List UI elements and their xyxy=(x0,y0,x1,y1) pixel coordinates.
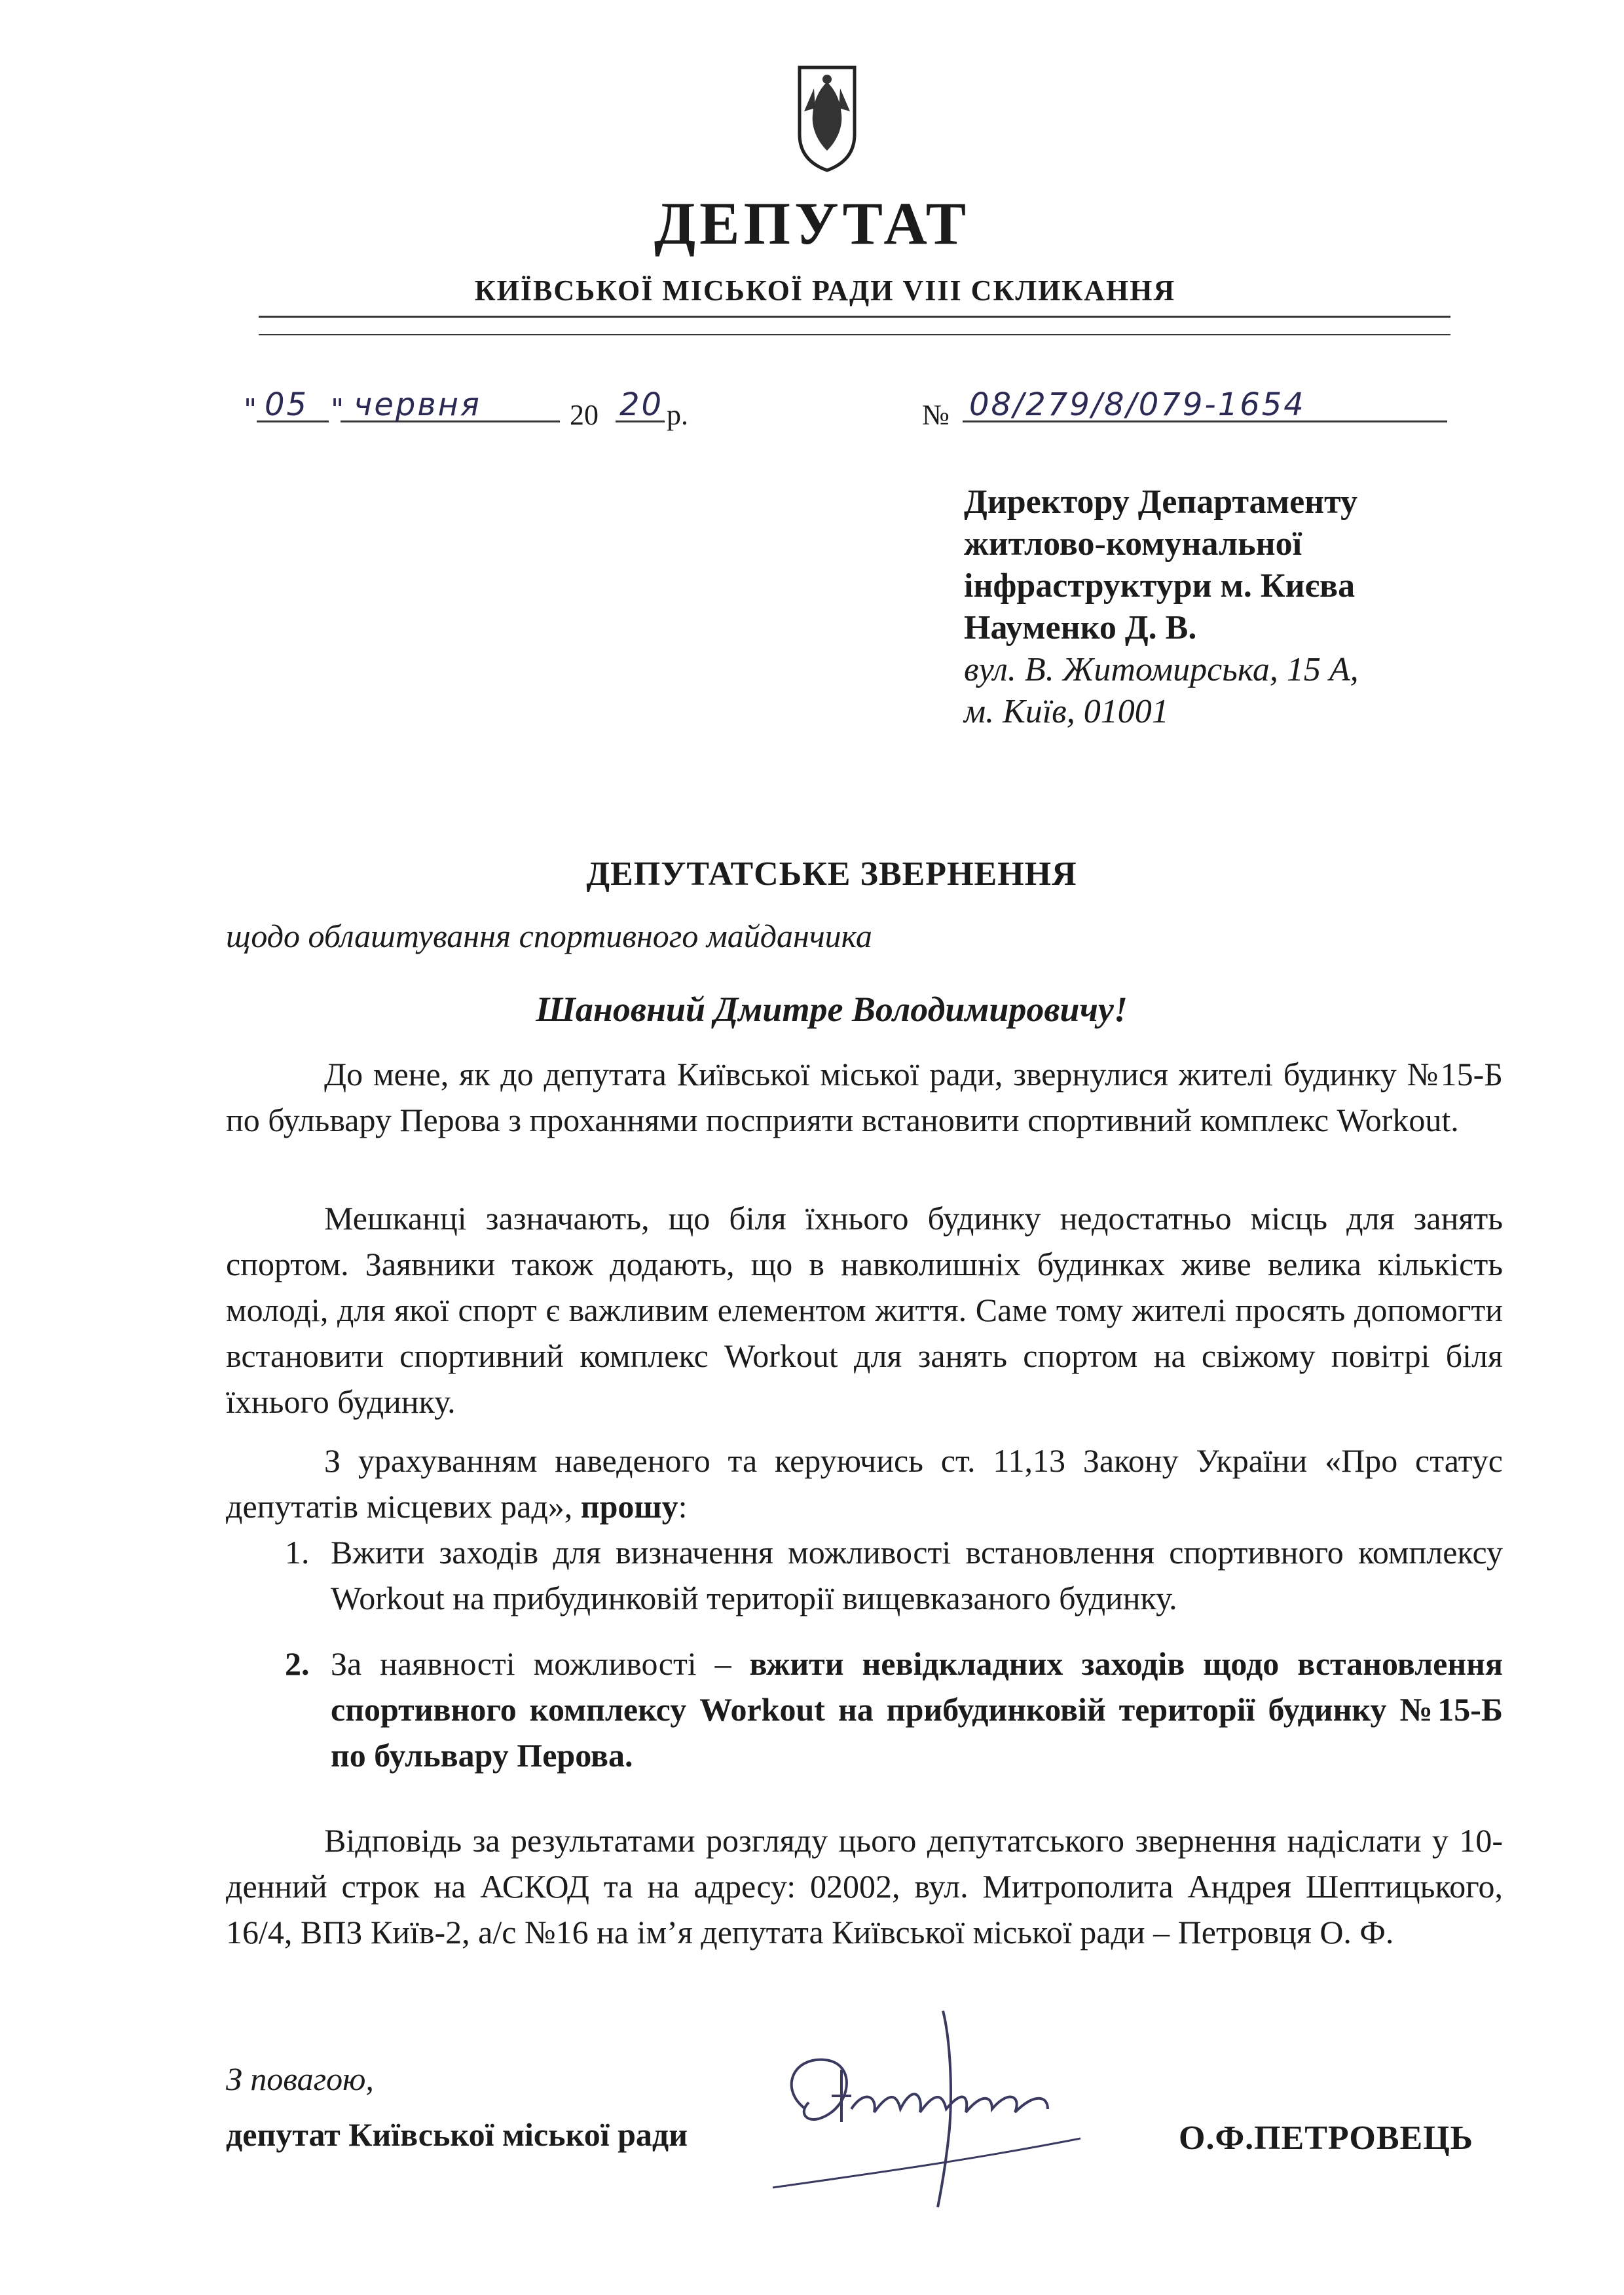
request-item xyxy=(226,1641,1503,1778)
response-paragraph: Відповідь за результатами розгляду цього депутатського звернення надіслати у 10-денний строк на АСКОД та на адресу: 02002, вул. Митрополита Андрея Шептицького, 16/4, ВПЗ Київ-2, а/с №16 на ім’я депутата Київської міської ради – Петровця О. Ф. xyxy=(226,1822,1503,1950)
appeal-title: ДЕПУТАТСЬКЕ ЗВЕРНЕННЯ xyxy=(586,855,1077,893)
request-item-text: Вжити заходів для визначення можливості встановлення спортивного комплексу Workout на прибудинковій території вищевказаного будинку. xyxy=(331,1534,1503,1616)
page-subtitle: КИЇВСЬКОЇ МІСЬКОЇ РАДИ VIII СКЛИКАННЯ xyxy=(474,274,1176,307)
addressee-street: вул. В. Житомирська, 15 А, xyxy=(964,651,1359,688)
page-title: ДЕПУТАТ xyxy=(654,190,970,257)
date-year-prefix: 20 xyxy=(570,399,599,431)
body-paragraph: Мешканці зазначають, що біля їхнього будинку недостатньо місць для занять спортом. Заявники також додають, що в навколишніх будинках живе велика кількість молоді, для якої спорт є важливим елементом життя. Саме тому жителі просять допомогти встановити спортивний комплекс Workout для занять спортом на свіжому повітрі біля їхнього будинку. xyxy=(226,1200,1503,1420)
document-number-field xyxy=(963,386,1447,422)
signer-name: О.Ф.ПЕТРОВЕЦЬ xyxy=(1179,2119,1474,2157)
addressee-name: Науменко Д. В. xyxy=(964,609,1197,646)
document-number: 08/279/8/079-1654 xyxy=(969,386,1306,423)
date-year: 20 xyxy=(619,386,664,423)
date-quote-open: " xyxy=(244,393,259,426)
closing-regards: З повагою, xyxy=(226,2061,374,2097)
date-year-field xyxy=(616,386,665,422)
request-item-text xyxy=(331,1641,1503,1778)
salutation: Шановний Дмитре Володимировичу! xyxy=(536,990,1128,1029)
date-year-suffix: р. xyxy=(667,399,688,431)
date-month-field xyxy=(341,386,560,422)
body-paragraph: До мене, як до депутата Київської міської ради, звернулися жителі будинку №15-Б по бульвару Перова з проханнями посприяти встановити спортивний комплекс Workout. xyxy=(226,1056,1503,1138)
paragraph-text: З урахуванням наведеного та керуючись ст. 11,13 Закону України «Про статус депутатів місцевих рад», xyxy=(226,1442,1503,1525)
request-item-number: 1. xyxy=(285,1534,310,1571)
date-quote-close: " xyxy=(331,393,346,426)
appeal-subject: щодо облаштування спортивного майданчика xyxy=(226,918,872,954)
date-day-field xyxy=(257,386,329,422)
header-divider-thin xyxy=(259,334,1450,335)
addressee-city: м. Київ, 01001 xyxy=(964,693,1169,730)
addressee-line: інфраструктури м. Києва xyxy=(964,567,1356,605)
request-item-emphasis: вжити невідкладних заходів щодо встановлення спортивного комплексу Workout на прибудинковій території будинку №15-Б по бульвару Перова. xyxy=(331,1645,1503,1774)
addressee-line: Директору Департаменту xyxy=(964,483,1357,521)
body-paragraph xyxy=(226,1438,1503,1529)
paragraph-punctuation: : xyxy=(678,1488,688,1525)
request-word: прошу xyxy=(580,1488,678,1525)
request-item-number: 2. xyxy=(285,1645,310,1682)
request-item xyxy=(226,1529,1503,1621)
addressee-line: житлово-комунальної xyxy=(964,525,1302,563)
date-month: червня xyxy=(354,386,481,423)
header-divider xyxy=(259,316,1450,318)
number-sign: № xyxy=(922,399,950,431)
handwritten-signature xyxy=(766,1998,1159,2214)
request-item-lead: За наявності можливості – xyxy=(331,1645,750,1682)
kyiv-coat-of-arms-icon xyxy=(794,62,860,174)
signer-position: депутат Київської міської ради xyxy=(226,2116,688,2153)
date-day: 05 xyxy=(265,386,309,423)
